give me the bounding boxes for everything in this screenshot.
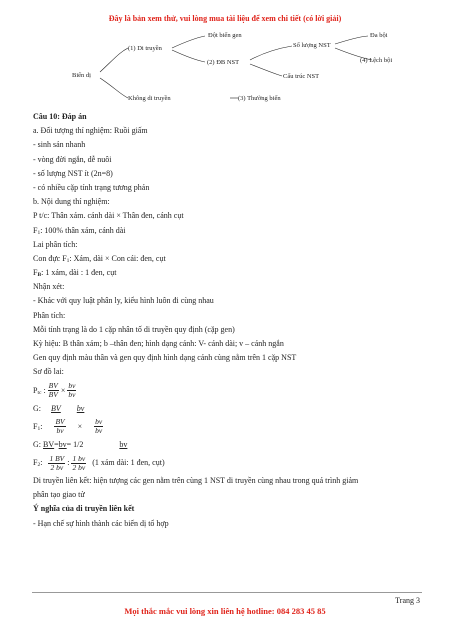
branch-line bbox=[250, 46, 292, 60]
hotline-banner: Mọi thắc mắc vui lòng xin liên hệ hotline: 084 283 45 85 bbox=[124, 606, 326, 616]
branch-line bbox=[100, 78, 128, 98]
f1-cross: F1: $\frac{BV}{bv}$ × $\frac{bv}{bv}$ bbox=[33, 417, 103, 436]
branch-line bbox=[250, 64, 282, 76]
ptc-line: P t/c: Thân xám. cánh dài × Thân đen, cánh cụt bbox=[33, 211, 184, 221]
moi-tinh-line: Mỗi tính trạng là do 1 cặp nhân tố di truyền quy định (cặp gen) bbox=[33, 324, 235, 334]
diagram-db-nst: (2) ĐB NST bbox=[207, 59, 240, 66]
gametes-line: G: BV bv bbox=[33, 403, 85, 413]
preview-banner: Đây là bản xem thử, vui lòng mua tài liệu để xem chi tiết (có lời giải) bbox=[108, 14, 342, 23]
lai-phan-tich: Lai phân tích: bbox=[33, 239, 78, 249]
list-item: - vòng đời ngắn, dễ nuôi bbox=[33, 154, 112, 164]
con-duc-line: Con đực F1: Xám, dài × Con cái: đen, cụt bbox=[33, 253, 166, 264]
ky-hieu-line: Kỳ hiệu: B thân xám; b –thân đen; hình dạng cánh: V- cánh dài; v – cánh ngắn bbox=[33, 339, 284, 348]
branch-line bbox=[172, 36, 205, 48]
phan-tich: Phân tích: bbox=[33, 310, 66, 320]
lien-ket-line-2: phân tạo giao tử bbox=[33, 490, 85, 500]
lien-ket-line-1: Di truyền liên kết: hiện tượng các gen nằm trên cùng 1 NST di truyền cùng nhau trong quá trình giảm bbox=[33, 475, 359, 485]
branch-line bbox=[172, 50, 205, 62]
section-b-title: b. Nội dung thí nghiệm: bbox=[33, 197, 110, 207]
nhan-xet: Nhận xét: bbox=[33, 282, 65, 292]
diagram-root: Biến dị bbox=[72, 72, 91, 79]
question-title: Câu 10: Đáp án bbox=[33, 112, 87, 121]
diagram-so-luong-nst: Số lượng NST bbox=[293, 42, 331, 49]
han-che-line: - Hạn chế sự hình thành các biến dị tổ hợp bbox=[33, 518, 169, 528]
section-a-title: a. Đối tượng thí nghiệm: Ruồi giấm bbox=[33, 126, 148, 136]
f2-cross: F2: $\frac{1 BV}{2 bv}$ : $\frac{1 bv}{2 bv}$ (1 xám dài: 1 đen, cụt) bbox=[33, 453, 165, 472]
fraction: $\frac{BV}{bv}$ bbox=[55, 417, 65, 436]
list-item: - sinh sản nhanh bbox=[33, 140, 86, 150]
gametes-f1-line: G: BV=bv= 1/2 bv bbox=[33, 439, 128, 449]
so-do-lai: Sơ đồ lai: bbox=[33, 367, 64, 377]
page-number: Trang 3 bbox=[395, 596, 420, 605]
gen-quy-line: Gen quy định màu thân và gen quy định hình dạng cánh cùng nằm trên 1 cặp NST bbox=[33, 353, 297, 363]
fraction: $\frac{bv}{bv}$ bbox=[68, 381, 76, 400]
diagram-khong-di-truyen: Không di truyền bbox=[128, 95, 171, 102]
y-nghia-title: Ý nghĩa của di truyền liên kết bbox=[33, 504, 135, 514]
f1-line: F1: 100% thân xám, cánh dài bbox=[33, 225, 126, 236]
fb-line: FB: 1 xám, dài : 1 đen, cụt bbox=[33, 268, 117, 279]
diagram-dot-bien-gen: Đột biến gen bbox=[208, 32, 242, 39]
fraction: $\frac{1 bv}{2 bv}$ bbox=[72, 453, 86, 472]
fraction: $\frac{bv}{bv}$ bbox=[95, 417, 103, 436]
branch-line bbox=[335, 36, 368, 44]
diagram-da-boi: Đa bội bbox=[370, 32, 388, 39]
list-item: - có nhiều cặp tính trạng tương phản bbox=[33, 182, 150, 192]
variation-diagram bbox=[60, 28, 400, 108]
fraction: $\frac{BV}{BV}$ bbox=[48, 381, 58, 400]
diagram-cau-truc-nst: Cấu trúc NST bbox=[283, 73, 320, 80]
list-item: - số lượng NST ít (2n=8) bbox=[33, 168, 113, 178]
diagram-lech-boi: (4) Lệch bội bbox=[360, 57, 393, 64]
diagram-thuong-bien: (3) Thường biến bbox=[238, 95, 281, 102]
branch-line bbox=[100, 48, 128, 72]
khac-line: - Khác với quy luật phân ly, kiểu hình luôn đi cùng nhau bbox=[33, 296, 214, 306]
diagram-di-truyen: (1) Di truyền bbox=[128, 45, 162, 52]
ptc-cross: Ptc : $\frac{BV}{BV}$ × $\frac{bv}{bv}$ bbox=[33, 381, 76, 400]
answer-content bbox=[33, 110, 423, 531]
footer-divider bbox=[32, 592, 422, 593]
fraction: $\frac{1 BV}{2 bv}$ bbox=[49, 453, 65, 472]
